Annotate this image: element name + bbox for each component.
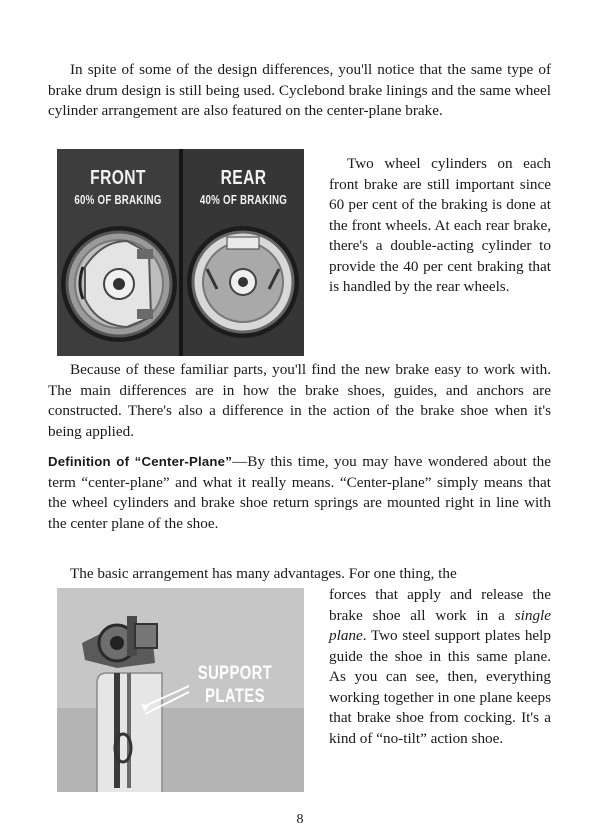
familiar-parts-paragraph: Because of these familiar parts, you'll find the new brake easy to work with. The main differences are in how the brake shoes, guides, and anchors are constructed. There's also a difference in the action of the brake shoe when it's being applied.: [48, 361, 551, 440]
front-caption-percent: 60% OF BRAKING: [74, 193, 162, 207]
definition-heading: Definition of “Center-Plane”: [48, 454, 233, 469]
brake-comparison-photo: [57, 149, 304, 356]
advantages-lead-line: The basic arrangement has many advantages. For one thing, the: [70, 565, 457, 582]
definition-paragraph: [48, 452, 551, 534]
rear-caption-percent: 40% OF BRAKING: [199, 193, 288, 207]
rear-brake-drawing: [187, 226, 299, 338]
support-plates-photo: [57, 588, 304, 792]
page-number: 8: [296, 812, 304, 827]
front-brake-drawing: [61, 226, 177, 342]
single-plane-text-b: . Two steel support plates help guide the shoe in this same plane. As you can see, then, everything working together in one plane keeps that brake shoe from cocking. It's a kind of “no-tilt” action shoe.: [329, 627, 551, 747]
wheel-cylinders-paragraph: Two wheel cylinders on each front brake are still important since 60 per cent of the braking is done at the front wheels. At each rear brake, there's a double-acting cylinder to provide the 40 per cent braking that is handled by the rear wheels.: [329, 155, 551, 295]
support-label-line1: SUPPORT: [197, 663, 273, 684]
front-caption-title: FRONT: [90, 167, 146, 189]
single-plane-paragraph: [329, 585, 551, 749]
definition-body: —By this time, you may have wondered about the term “center-plane” and what it really means. “Center-plane” simply means that the wheel cylinders and brake shoe return springs are mounted right in line with the center plane of the shoe.: [48, 453, 551, 532]
single-plane-text-a: forces that apply and release the brake shoe all work in a: [329, 586, 551, 624]
intro-paragraph: In spite of some of the design differences, you'll notice that the same type of brake drum design is still being used. Cyclebond brake linings and the same wheel cylinder arrangement are also featured on the center-plane brake.: [48, 61, 551, 119]
single-plane-emphasis: single plane: [329, 606, 551, 644]
support-label-line2: PLATES: [205, 686, 265, 707]
rear-caption-title: REAR: [220, 167, 267, 189]
